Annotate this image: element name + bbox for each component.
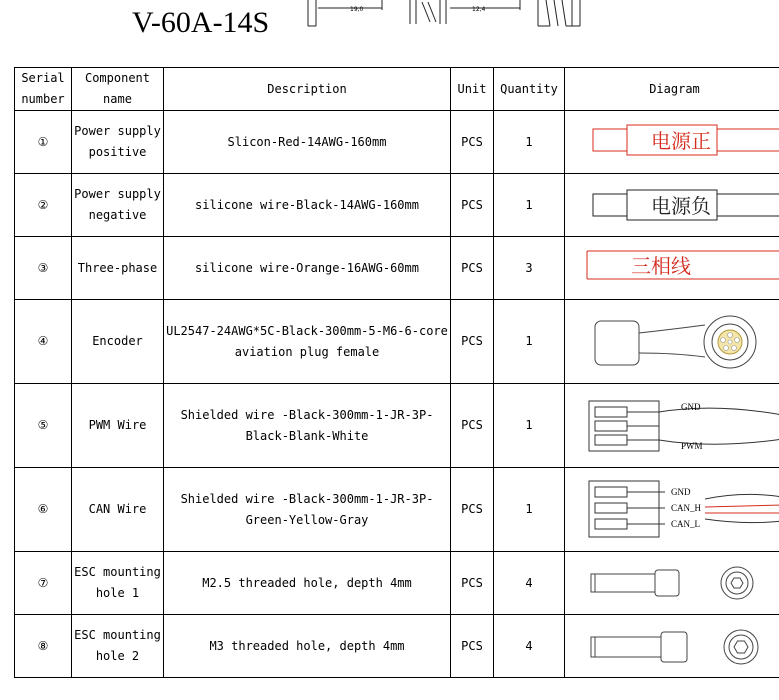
header-unit: Unit <box>451 68 494 111</box>
pin-label-gnd: GND <box>681 401 701 412</box>
wire-label: 电源正 <box>651 129 711 153</box>
description-cell: silicone wire-Black-14AWG-160mm <box>164 174 451 237</box>
bom-table <box>14 67 779 678</box>
component-cell: ESC mounting hole 2 <box>72 615 164 678</box>
table-row <box>15 468 779 552</box>
description-cell: silicone wire-Orange-16AWG-60mm <box>164 237 451 300</box>
quantity-cell: 1 <box>494 300 565 384</box>
description-cell: Slicon-Red-14AWG-160mm <box>164 111 451 174</box>
table-row <box>15 615 779 678</box>
header-row <box>15 68 779 111</box>
component-cell: PWM Wire <box>72 384 164 468</box>
description-cell: UL2547-24AWG*5C-Black-300mm-5-M6-6-core aviation plug female <box>164 300 451 384</box>
quantity-cell: 1 <box>494 384 565 468</box>
serial-cell: ⑧ <box>15 615 72 678</box>
header-quantity: Quantity <box>494 68 565 111</box>
table-row <box>15 237 779 300</box>
diagram-cell <box>565 615 779 678</box>
component-cell: CAN Wire <box>72 468 164 552</box>
unit-cell: PCS <box>451 615 494 678</box>
can-connector-diagram <box>565 469 779 551</box>
component-cell: Encoder <box>72 300 164 384</box>
serial-cell: ③ <box>15 237 72 300</box>
red-wire-diagram <box>565 111 779 173</box>
orange-wire-diagram <box>565 237 779 299</box>
top-dimension-drawing <box>300 0 600 36</box>
pwm-connector-diagram <box>565 385 779 467</box>
quantity-cell: 3 <box>494 237 565 300</box>
wire-label: 电源负 <box>651 194 711 218</box>
diagram-cell <box>565 237 779 300</box>
quantity-cell: 4 <box>494 552 565 615</box>
serial-cell: ⑥ <box>15 468 72 552</box>
black-wire-diagram <box>565 174 779 236</box>
pin-label-can-l: CAN_L <box>671 518 700 529</box>
table-row <box>15 111 779 174</box>
quantity-cell: 1 <box>494 174 565 237</box>
description-cell: Shielded wire -Black-300mm-1-JR-3P-Green-Yellow-Gray <box>164 468 451 552</box>
pin-label-gnd: GND <box>671 486 691 497</box>
unit-cell: PCS <box>451 174 494 237</box>
screw-m3-diagram <box>565 615 779 677</box>
header-diagram: Diagram <box>565 68 779 111</box>
diagram-cell <box>565 174 779 237</box>
serial-cell: ① <box>15 111 72 174</box>
diagram-cell <box>565 111 779 174</box>
wire-label: 三相线 <box>631 254 691 278</box>
component-cell: Three-phase <box>72 237 164 300</box>
description-cell: M3 threaded hole, depth 4mm <box>164 615 451 678</box>
model-title: V-60A-14S <box>132 6 270 39</box>
unit-cell: PCS <box>451 468 494 552</box>
header-component: Component name <box>72 68 164 111</box>
unit-cell: PCS <box>451 552 494 615</box>
unit-cell: PCS <box>451 384 494 468</box>
table-row <box>15 384 779 468</box>
serial-cell: ⑤ <box>15 384 72 468</box>
component-cell: ESC mounting hole 1 <box>72 552 164 615</box>
table-row <box>15 174 779 237</box>
serial-cell: ⑦ <box>15 552 72 615</box>
diagram-cell <box>565 552 779 615</box>
screw-m25-diagram <box>565 552 779 614</box>
unit-cell: PCS <box>451 300 494 384</box>
dim-label-1: 19,0 <box>350 6 364 13</box>
table-row <box>15 552 779 615</box>
component-cell: Power supply negative <box>72 174 164 237</box>
description-cell: M2.5 threaded hole, depth 4mm <box>164 552 451 615</box>
table-row <box>15 300 779 384</box>
diagram-cell <box>565 384 779 468</box>
unit-cell: PCS <box>451 237 494 300</box>
header-description: Description <box>164 68 451 111</box>
header-serial: Serial number <box>15 68 72 111</box>
diagram-cell <box>565 468 779 552</box>
quantity-cell: 1 <box>494 111 565 174</box>
serial-cell: ④ <box>15 300 72 384</box>
diagram-cell <box>565 300 779 384</box>
quantity-cell: 4 <box>494 615 565 678</box>
pin-label-can-h: CAN_H <box>671 502 702 513</box>
unit-cell: PCS <box>451 111 494 174</box>
serial-cell: ② <box>15 174 72 237</box>
description-cell: Shielded wire -Black-300mm-1-JR-3P-Black-Blank-White <box>164 384 451 468</box>
dim-label-2: 12,4 <box>472 6 486 13</box>
pin-label-pwm: PWM <box>681 440 703 451</box>
encoder-plug-diagram <box>565 301 779 383</box>
component-cell: Power supply positive <box>72 111 164 174</box>
quantity-cell: 1 <box>494 468 565 552</box>
